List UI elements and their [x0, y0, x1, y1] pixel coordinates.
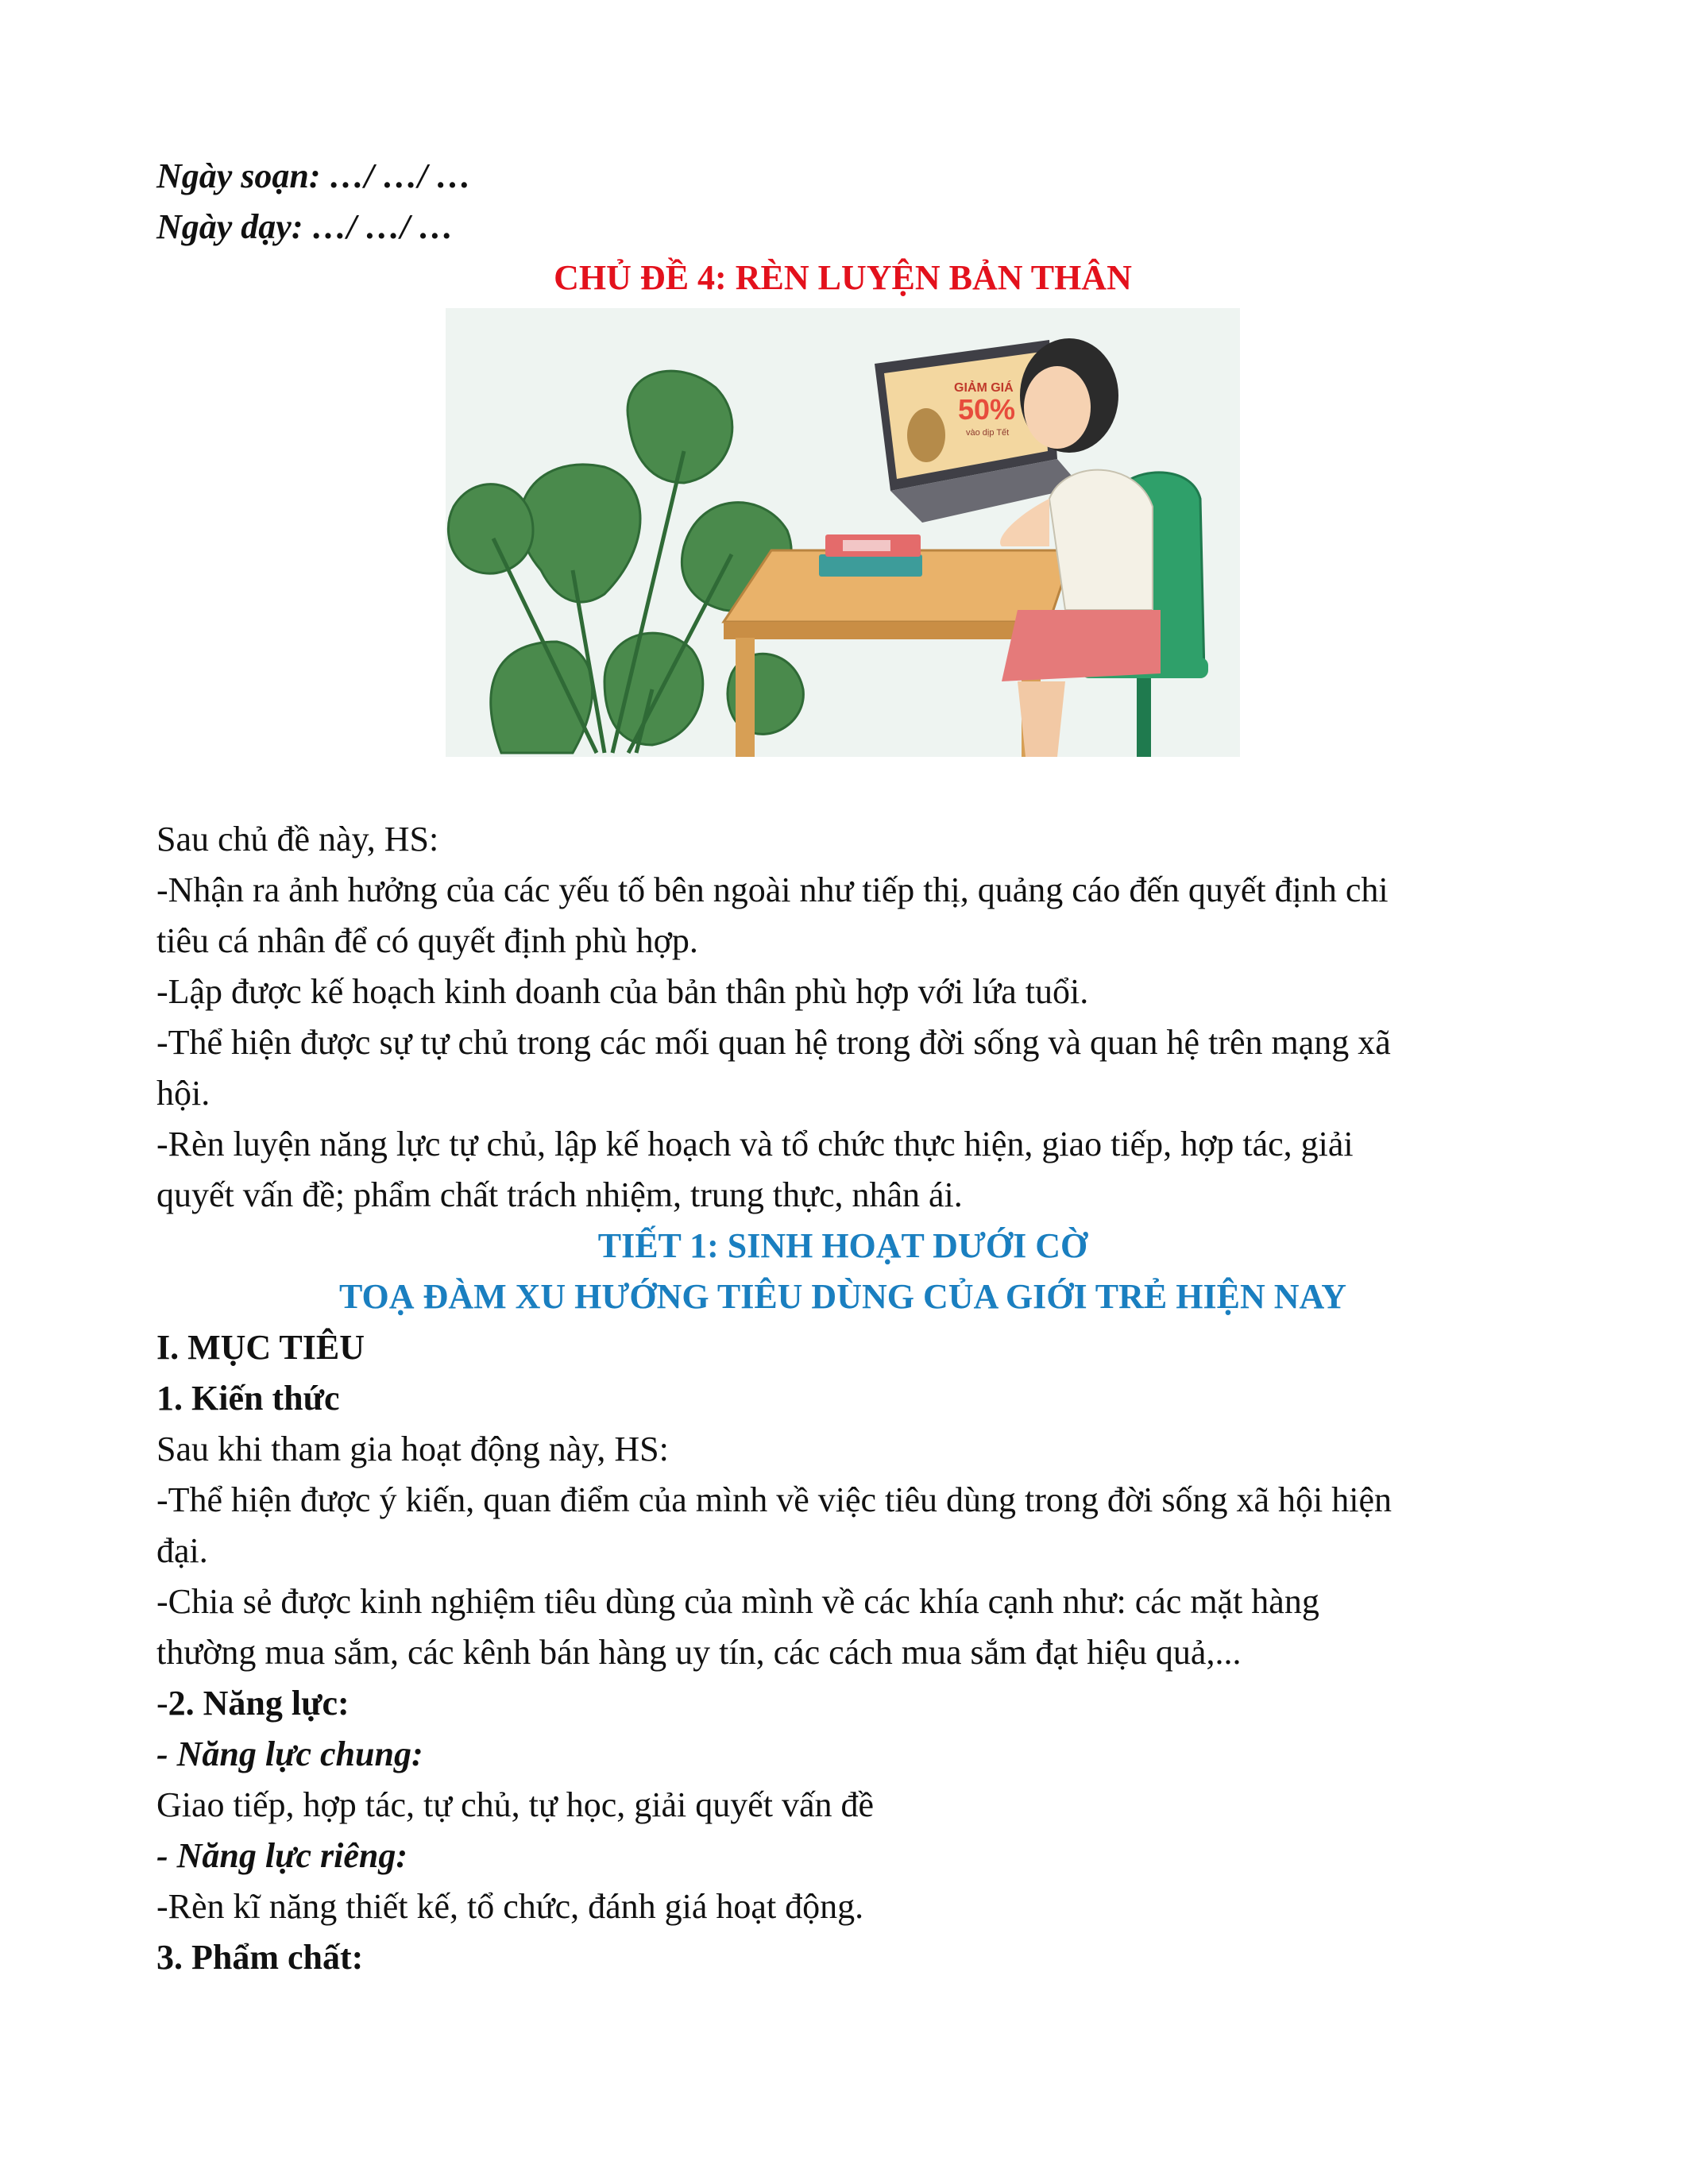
intro-p3b: hội. [156, 1074, 211, 1113]
book [819, 554, 922, 577]
nang-luc-rieng-text: -Rèn kĩ năng thiết kế, tổ chức, đánh giá hoạt động. [156, 1887, 864, 1926]
kien-thuc-b2: thường mua sắm, các kênh bán hàng uy tín, các cách mua sắm đạt hiệu quả,... [156, 1633, 1242, 1672]
intro-p1a: -Nhận ra ảnh hưởng của các yếu tố bên ngoài như tiếp thị, quảng cáo đến quyết định chi [156, 870, 1389, 909]
kien-thuc-lead: Sau khi tham gia hoạt động này, HS: [156, 1430, 669, 1468]
girl-face [1024, 366, 1091, 449]
ngay-soan: Ngày soạn: …/ …/ … [156, 156, 471, 195]
kien-thuc-a1: -Thể hiện được ý kiến, quan điểm của mình về việc tiêu dùng trong đời sống xã hội hiện [156, 1480, 1393, 1519]
kien-thuc-a2: đại. [156, 1531, 208, 1570]
lesson-title-2: TOẠ ĐÀM XU HƯỚNG TIÊU DÙNG CỦA GIỚI TRẺ HIỆN NAY [338, 1277, 1347, 1316]
section-heading-muc-tieu: I. MỤC TIÊU [156, 1328, 365, 1367]
heading-pham-chat: 3. Phẩm chất: [156, 1938, 364, 1977]
intro-p2: -Lập được kế hoạch kinh doanh của bản thân phù hợp với lứa tuổi. [156, 972, 1089, 1011]
girl-leg [1018, 681, 1065, 757]
girl-skirt [1002, 610, 1161, 681]
sale-value: 50% [958, 393, 1016, 426]
topic-illustration [446, 308, 1240, 757]
book-label [843, 540, 890, 551]
sale-sub: vào dịp Tết [966, 428, 1010, 438]
ngay-day: Ngày dạy: …/ …/ … [156, 207, 454, 246]
topic-title: CHỦ ĐỀ 4: RÈN LUYỆN BẢN THÂN [554, 258, 1132, 297]
intro-p3a: -Thể hiện được sự tự chủ trong các mối quan hệ trong đời sống và quan hệ trên mạng xã [156, 1023, 1391, 1062]
heading-nang-luc-row [156, 1678, 1529, 1729]
kien-thuc-b1: -Chia sẻ được kinh nghiệm tiêu dùng của mình về các khía cạnh như: các mặt hàng [156, 1582, 1319, 1621]
desk-leg [736, 638, 755, 757]
nang-luc-rieng-label: - Năng lực riêng: [156, 1836, 408, 1875]
nang-luc-prefix: - [156, 1684, 168, 1723]
heading-kien-thuc: 1. Kiến thức [156, 1379, 340, 1418]
intro-p1b: tiêu cá nhân để có quyết định phù hợp. [156, 921, 698, 960]
sale-label: GIẢM GIÁ [954, 381, 1014, 395]
nang-luc-chung-label: - Năng lực chung: [156, 1734, 423, 1773]
vase-image [907, 408, 945, 462]
document-page [156, 151, 1529, 1983]
nang-luc-chung-text: Giao tiếp, hợp tác, tự chủ, tự học, giải quyết vấn đề [156, 1785, 875, 1824]
lesson-title-1: TIẾT 1: SINH HOẠT DƯỚI CỜ [597, 1226, 1088, 1265]
intro-p4b: quyết vấn đề; phẩm chất trách nhiệm, trung thực, nhân ái. [156, 1175, 963, 1214]
intro-p4a: -Rèn luyện năng lực tự chủ, lập kế hoạch và tổ chức thực hiện, giao tiếp, hợp tác, giải [156, 1125, 1354, 1163]
chair-leg [1137, 678, 1151, 757]
intro-lead: Sau chủ đề này, HS: [156, 820, 439, 859]
heading-nang-luc: 2. Năng lực: [168, 1684, 350, 1723]
desk-edge [724, 622, 1049, 639]
girl-shirt [1049, 470, 1153, 610]
